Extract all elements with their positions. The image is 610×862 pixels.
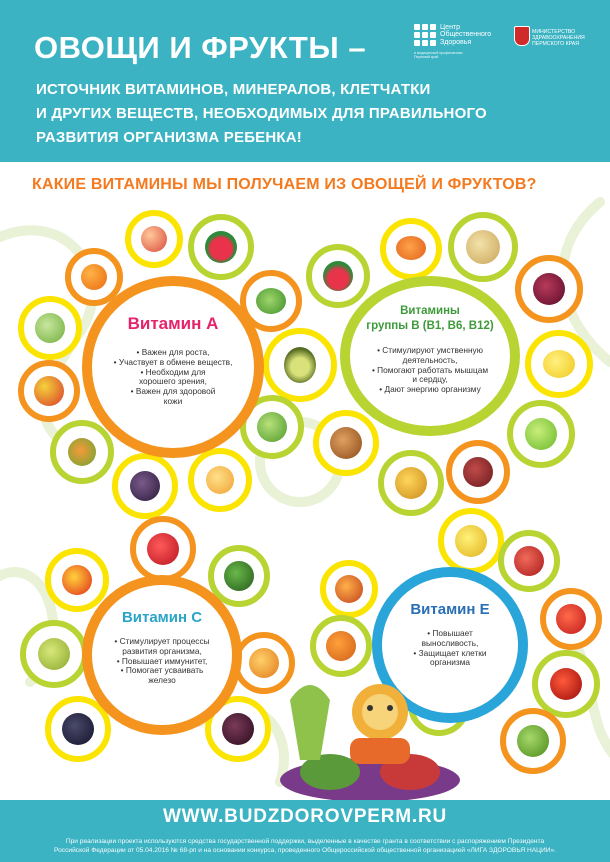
- vitamin-a-title: Витамин А: [127, 314, 219, 333]
- food-ring-melon: [188, 448, 252, 512]
- vitamin-c-circle: [82, 575, 242, 735]
- website-url[interactable]: WWW.BUDZDOROVPERM.RU: [162, 806, 448, 827]
- food-ring-pineapple: [378, 450, 444, 516]
- footer-banner: [0, 800, 610, 862]
- food-ring-bananas: [525, 330, 593, 398]
- poster-title: ОВОЩИ И ФРУКТЫ –: [34, 30, 367, 65]
- vitamin-e-title: Витамин Е: [410, 601, 490, 618]
- food-ring-watermelon-slice: [306, 244, 370, 308]
- public-health-center-logo: [414, 24, 504, 68]
- food-ring-strawberries: [130, 516, 196, 582]
- food-ring-watermelon: [188, 214, 254, 280]
- logo-center-text: Центр Общественного Здоровья: [440, 24, 492, 46]
- vitamin-b-benefits: • Стимулируют умственную деятельность, • Помогают работать мышцам и сердцу, • Дают энергию организму: [371, 345, 489, 395]
- food-ring-corn: [438, 508, 504, 574]
- coat-of-arms-icon: [514, 26, 530, 46]
- vitamin-e-benefits: • Повышает выносливость, • Защищает клетки организма: [413, 628, 487, 668]
- food-ring-asparagus: [500, 708, 566, 774]
- food-ring-apples: [507, 400, 575, 468]
- section-question: КАКИЕ ВИТАМИНЫ МЫ ПОЛУЧАЕМ ИЗ ОВОЩЕЙ И ФРУКТОВ?: [32, 176, 537, 193]
- poster-subtitle-line-2: И ДРУГИХ ВЕЩЕСТВ, НЕОБХОДИМЫХ ДЛЯ ПРАВИЛЬНОГО: [36, 105, 487, 122]
- food-ring-peppers: [18, 360, 80, 422]
- vitamin-c-benefits: • Стимулирует процессы развития организма, • Повышает иммунитет, • Помогает усваивать железо: [114, 636, 210, 686]
- food-ring-peaches: [125, 210, 183, 268]
- food-ring-potatoes: [448, 212, 518, 282]
- grant-note: При реализации проекта используются средства государственной поддержки, выделенные в качестве гранта в соответствии с распоряжением Президента Российской Федерации от 05.04.2016 № 68-рп и на основании конкурса, проведенного Общероссийской общественной организацией «ЛИГА ЗДОРОВЬЯ НАЦИИ».: [54, 838, 556, 854]
- food-ring-carrots-2: [380, 218, 442, 280]
- food-ring-mix: [320, 560, 378, 618]
- food-ring-sweet-peppers: [45, 548, 109, 612]
- food-ring-beet: [515, 255, 583, 323]
- food-ring-carrots: [50, 420, 114, 484]
- food-ring-apples-red: [498, 530, 560, 592]
- ministry-text: МИНИСТЕРСТВО ЗДРАВООХРАНЕНИЯ ПЕРМСКОГО КРАЯ: [532, 29, 585, 47]
- food-ring-beans: [446, 440, 510, 504]
- food-ring-cabbage: [18, 296, 82, 360]
- food-ring-tomatoes: [540, 588, 602, 650]
- food-ring-avocado: [263, 328, 337, 402]
- vitamin-a-circle: [82, 276, 264, 458]
- vitamin-b-circle: [340, 276, 520, 436]
- header-banner: [0, 0, 610, 162]
- food-ring-chili: [532, 650, 600, 718]
- poster-subtitle-line-3: РАЗВИТИЯ ОРГАНИЗМА РЕБЕНКА!: [36, 129, 303, 146]
- dot-grid-icon: [414, 24, 436, 46]
- ministry-logo: [514, 24, 604, 68]
- food-ring-grapes: [112, 453, 178, 519]
- vitamin-c-title: Витамин С: [121, 609, 203, 626]
- logo-center-small-text: и медицинской профилактики Пермский край: [414, 51, 463, 60]
- vegetable-figure-illustration: [270, 660, 470, 800]
- poster-subtitle-line-1: ИСТОЧНИК ВИТАМИНОВ, МИНЕРАЛОВ, КЛЕТЧАТКИ: [36, 81, 431, 98]
- vitamin-b-title: Витамины группы В (В1, В6, В12): [366, 305, 494, 332]
- vitamin-a-benefits: • Важен для роста, • Участвует в обмене веществ, • Необходим для хорошего зрения, • Важен для здоровой кожи: [113, 347, 233, 406]
- food-ring-nuts: [313, 410, 379, 476]
- food-ring-pears: [20, 620, 88, 688]
